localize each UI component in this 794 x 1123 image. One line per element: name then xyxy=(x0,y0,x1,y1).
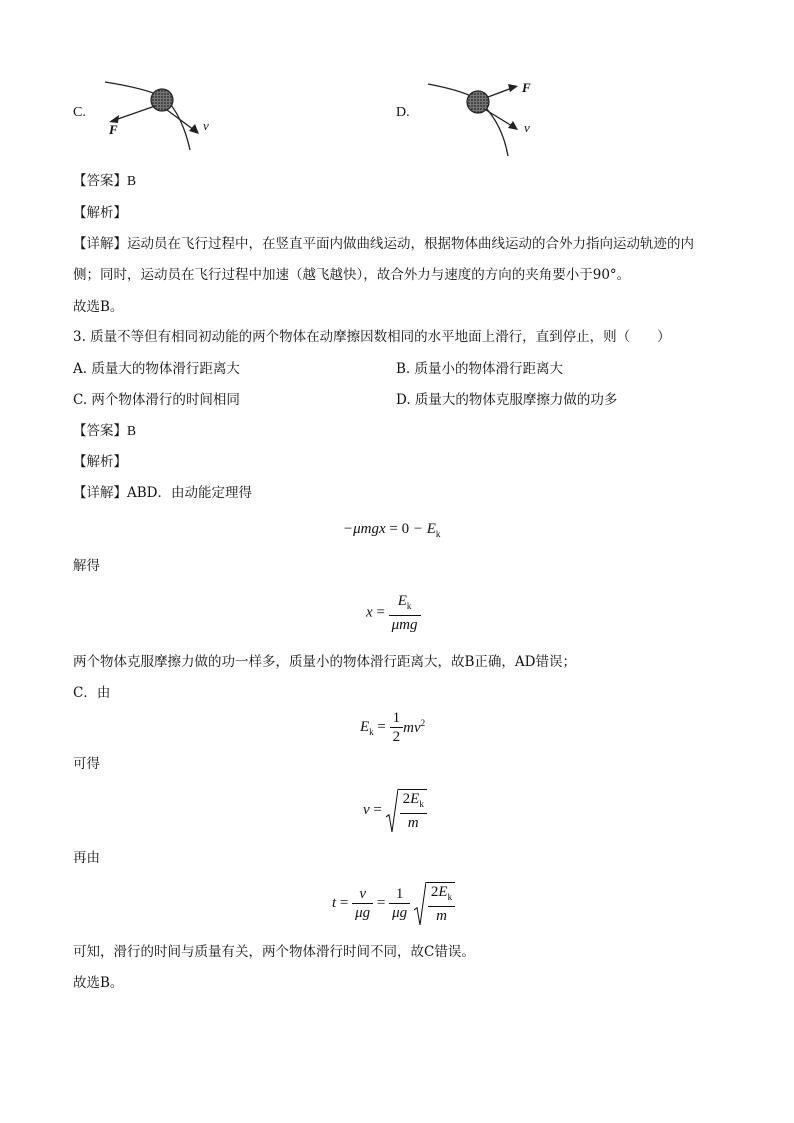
option-c-label: C. xyxy=(73,105,86,120)
q3-analysis-tag: 【解析】 xyxy=(73,454,127,470)
force-label-d: F xyxy=(522,80,531,95)
q3-option-b: B. 质量小的物体滑行距离大 xyxy=(396,361,564,377)
answer-value: B xyxy=(127,173,137,188)
formula-distance: x = $\frac{E_k}{\text{μmg}}$ xyxy=(366,592,421,634)
detail-tag: 【详解】 xyxy=(73,485,127,501)
q2-analysis-tag: 【解析】 xyxy=(73,205,127,221)
trajectory-curve xyxy=(428,84,508,156)
force-arrow xyxy=(508,84,518,92)
ball xyxy=(151,89,173,111)
q2-detail-line1 xyxy=(73,235,694,253)
detail-text: ABD．由动能定理得 xyxy=(127,485,252,501)
velocity-arrow xyxy=(508,121,518,130)
formula-work-energy: $-\mu mgx = 0 - E_k$ xyxy=(343,521,441,539)
answer-value: B xyxy=(127,423,137,438)
q3-conclusion: 故选B。 xyxy=(73,975,124,991)
q3-option-a: A. 质量大的物体滑行距离大 xyxy=(73,361,240,377)
q3-c-label: C．由 xyxy=(73,685,111,701)
q3-stem: 3. 质量不等但有相同初动能的两个物体在动摩擦因数相同的水平地面上滑行，直到停止，则（ ） xyxy=(73,329,671,345)
figure-d-diagram xyxy=(420,78,570,158)
q2-answer xyxy=(73,172,136,190)
detail-tag: 【详解】 xyxy=(73,236,127,252)
q3-option-c: C. 两个物体滑行的时间相同 xyxy=(73,392,240,408)
q3-answer xyxy=(73,422,136,440)
q2-conclusion: 故选B。 xyxy=(73,299,124,315)
velocity-label-c: v xyxy=(203,118,209,133)
velocity-label-d: v xyxy=(524,120,530,135)
ball xyxy=(467,91,489,113)
q3-final-text: 可知，滑行的时间与质量有关，两个物体滑行时间不同，故C错误。 xyxy=(73,944,475,960)
q3-option-d: D. 质量大的物体克服摩擦力做的功多 xyxy=(396,392,618,408)
formula-time: t = $\frac{v}{\mu g}$ = $\frac{1}{\mu g}$ $\frac{2E_k}{m}$ xyxy=(332,882,455,925)
q3-after-x: 两个物体克服摩擦力做的功一样多，质量小的物体滑行距离大，故B正确，AD错误； xyxy=(73,654,576,670)
velocity-arrow xyxy=(189,124,199,134)
detail-text: 运动员在飞行过程中，在竖直平面内做曲线运动，根据物体曲线运动的合外力指向运动轨迹的内 xyxy=(127,236,694,252)
answer-tag: 【答案】 xyxy=(73,423,127,439)
q2-detail-line2: 侧；同时，运动员在飞行过程中加速（越飞越快），故合外力与速度的方向的夹角要小于90°。 xyxy=(73,267,631,283)
formula-kinetic-energy: $E_k$ = $\frac{1}{2}$ $mv^2$ xyxy=(360,710,426,745)
q3-detail-intro xyxy=(73,484,252,502)
force-label-c: F xyxy=(109,122,118,137)
q3-get-label: 可得 xyxy=(73,756,100,772)
figure-c-diagram xyxy=(95,78,245,153)
answer-tag: 【答案】 xyxy=(73,173,127,189)
q3-solve-label: 解得 xyxy=(73,558,100,574)
option-d-label: D. xyxy=(396,105,410,120)
q3-again-label: 再由 xyxy=(73,850,100,866)
formula-velocity: v = $\frac{2E_k}{m}$ xyxy=(363,789,427,832)
